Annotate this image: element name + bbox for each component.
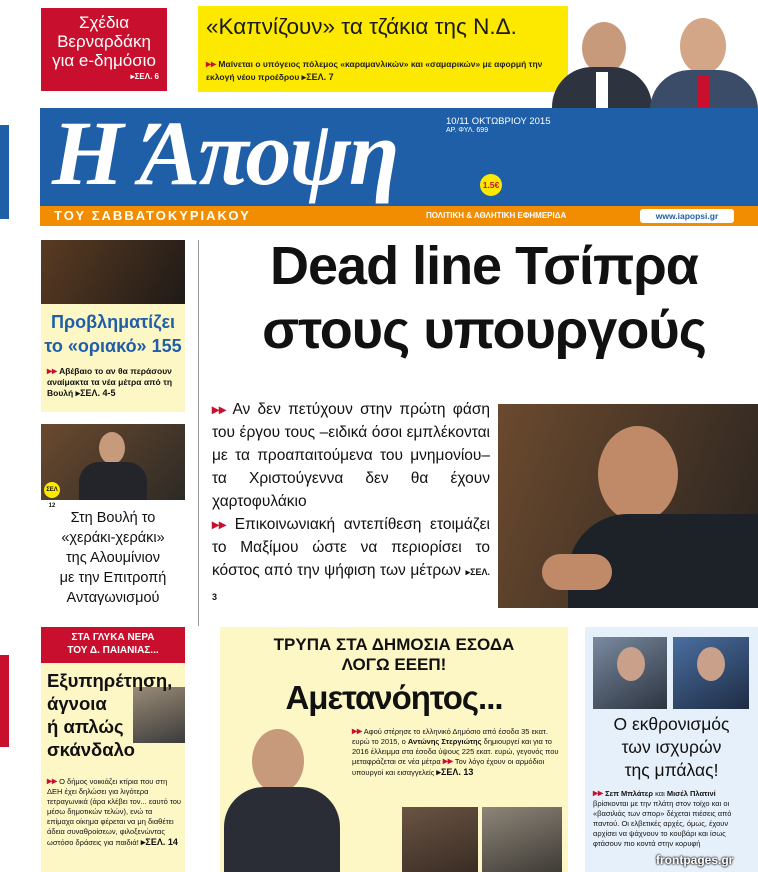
top-banner[interactable]: «Καπνίζουν» τα τζάκια της Ν.Δ. ▸▸ Μαίνεται ο υπόγειος πόλεμος «καραμανλικών» και «σαμαρικών» με αφορμή την εκλογή νέου προέδρου ▸ΣΕΛ. 7 [198,6,568,92]
story1-headline-2: το «οριακό» 155 [44,336,182,356]
arrow-icon: ▸▸ [47,366,58,377]
minister-face [99,432,125,464]
right-headline: της μπάλας! [624,760,719,780]
story3-headline: σκάνδαλο [47,739,135,760]
right-name-2: Μισέλ Πλατινί [666,789,716,798]
bullet-icon: ▸▸ [212,516,227,532]
lead-headline-1: Dead line Τσίπρα [270,236,698,296]
masthead-subtitle: ΤΟΥ ΣΑΒΒΑΤΟΚΥΡΙΑΚΟΥ [54,208,251,223]
middle-text-1: Αφού στέρησε το ελληνικό Δημόσιο από έσοδα 35 εκατ. ευρώ το 2015, ο [352,727,548,746]
right-story[interactable] [585,627,758,872]
page-ref: ΣΕΛ. 7 [306,72,334,82]
tsipras-photo [498,404,758,608]
masthead-tagline: ΠΟΛΙΤΙΚΗ & ΑΘΛΗΤΙΚΗ ΕΦΗΜΕΡΙΔΑ [426,211,567,220]
watermark: frontpages.gr [656,853,734,867]
promo-line: Βερναρδάκη [57,32,151,51]
promo-line: για e-δημόσιο [52,51,156,70]
masthead-date: 10/11 ΟΚΤΩΒΡΙΟΥ 2015 [446,116,551,127]
middle-text-name: Αντώνης Στεργιώτης [407,737,482,746]
right-headline: των ισχυρών [621,737,722,757]
promo-line: Σχέδια [78,13,130,32]
sidebar-story-3[interactable]: ΣΤΑ ΓΛΥΚΑ ΝΕΡΑ ΤΟΥ Δ. ΠΑΙΑΝΙΑΣ... Εξυπηρέτηση, άγνοια ή απλώς σκάνδαλο ▸▸ Ο δήμος νοικιάζει κτίρια που στη ΔΕΗ έχει δηλώσει για λιγότερα τετραγωνικά (άρα κλέβει τον... εαυτό του μέσω δημοτικών τελών), ενώ τα επίμαχα οίκημα φέρεται να μη διαθέτει άδεια συναθροίσεων, φιλοξενώντας ωστόσο δράσεις για παιδιά! ▸ΣΕΛ. 14 [41,627,185,872]
arrow-icon: ▸▸ [47,776,58,787]
arrow-icon: ▸▸ [352,726,363,737]
masthead-title: Η Άποψη [52,102,398,204]
man2-photo [482,807,562,872]
website-link[interactable]: www.iapopsi.gr [655,211,719,221]
story2-line: με την Επιτροπή [59,570,167,586]
lead-headline-2: στους υπουργούς [262,300,706,360]
page-ref: ΣΕΛ. 4-5 [80,388,116,398]
lead-bullet-1: Αν δεν πετύχουν στην πρώτη φάση του έργου τους –ειδικά όσοι εμπλέκονται με τα προαπαιτούμενα του μνημονίου– τα Χριστούγεννα δεν θα έχουν χαρτοφυλάκιο [212,401,491,510]
parliament-photo [41,240,185,304]
man-body [224,787,340,872]
stergiotis-photo [220,723,346,872]
blatter-face [617,647,645,681]
page-ref: ΣΕΛ. 3 [212,567,491,602]
middle-text-2: δημιουργεί και για το 2016 έλλειμμα στα έσοδα ύψους 225 εκατ. ευρώ, γεγονός που μεταφράζεται σε νέα μέτρα [352,737,559,766]
platini-photo [673,637,749,709]
lead-headline[interactable] [210,234,758,362]
minister-photo [41,424,185,500]
middle-story[interactable]: ΤΡΥΠΑ ΣΤΑ ΔΗΜΟΣΙΑ ΕΣΟΔΑ ΛΟΓΩ ΕΕΕΠ! Αμετανόητος... ▸▸ Αφού στέρησε το ελληνικό Δημόσιο από έσοδα 35 εκατ. ευρώ το 2015, ο Αντώνης Στεργιώτης δημιουργεί και για το 2016 έλλειμμα στα έσοδα ύψους 225 εκατ. ευρώ, γεγονός που μεταφράζεται σε νέα μέτρα ▸▸ Τον λόγο έχουν οι αρμόδιοι υπουργοί και εισαγγελείς ▸ΣΕΛ. 13 [220,627,568,872]
masthead-strip [40,206,758,226]
story3-text: Ο δήμος νοικιάζει κτίρια που στη ΔΕΗ έχει δηλώσει για λιγότερα τετραγωνικά (άρα κλέβει τον... εαυτό του μέσω δημοτικών τελών), ενώ τα επίμαχα οίκημα φέρεται να μη διαθέτει άδεια συναθροίσεων, φιλοξενώντας ωστόσο δράσεις για παιδιά! [47,777,181,847]
top-left-promo[interactable] [41,8,167,91]
masthead [40,102,758,206]
masthead-issue: ΑΡ. ΦΥΛ. 699 [446,127,489,134]
kicker-line: ΣΤΑ ΓΛΥΚΑ ΝΕΡΑ [71,632,155,643]
arrow-icon: ▸▸ [206,59,217,70]
speaker-hand [542,554,612,590]
sidebar-story-2[interactable] [41,424,185,614]
arrow-icon: ▸▸ [593,788,604,799]
right-text: βρίσκονται με την πλάτη στον τοίχο και οι «βασιλιάς των σπορ» δέχεται πιέσεις από παντού. Οι ελβετικές αρχές, όμως, έχουν αρχίσει να ψάχνουν το κουβάρι και ίσως φτάσουν πιο κοντά στην κορυφή [593,799,732,848]
edge-tab-red [0,655,9,747]
story1-text: Αβέβαιο το αν θα περάσουν αναίμακτα τα νέα μέτρα από τη Βουλή [47,366,173,398]
story2-line: «χεράκι-χεράκι» [61,530,165,546]
banner-headline: «Καπνίζουν» τα τζάκια της Ν.Δ. [206,14,517,39]
story2-line: Στη Βουλή το [70,510,156,526]
middle-text-3: Τον λόγο έχουν οι αρμόδιοι υπουργοί και εισαγγελείς [352,757,545,777]
arrow-icon: ▸ [130,72,135,81]
right-headline: Ο εκθρονισμός [613,714,730,734]
platini-face [697,647,725,681]
middle-kicker: ΤΡΥΠΑ ΣΤΑ ΔΗΜΟΣΙΑ ΕΣΟΔΑ [273,635,515,654]
page-ref: ΣΕΛ. 13 [440,767,474,777]
price: 1.5€ [482,180,500,190]
page-badge [44,482,60,509]
lead-text: ▸▸ Αν δεν πετύχουν στην πρώτη φάση του έργου τους –ειδικά όσοι εμπλέκονται με τα προαπαιτούμενα του μνημονίου– τα Χριστούγεννα δεν θα έχουν χαρτοφυλάκιο ▸▸ Επικοινωνιακή αντεπίθεση ετοιμάζει το Μαξίμου ώστε να περιορίσει το κόστος από την ψήφιση των μέτρων ▸ΣΕΛ. 3 [212,401,491,602]
story2-line: Ανταγωνισμού [66,590,160,606]
sidebar-story-1[interactable]: Προβληματίζει το «οριακό» 155 ▸▸ Αβέβαιο το αν θα περάσουν αναίμακτα τα νέα μέτρα από τη Βουλή ▸ΣΕΛ. 4-5 [41,240,185,412]
page-ref: ΣΕΛ. 6 [134,72,159,81]
price-badge [480,174,502,196]
lead-bullet-2: Επικοινωνιακή αντεπίθεση ετοιμάζει το Μαξίμου ώστε να περιορίσει το κόστος από την ψήφιση των μέτρων [212,516,490,579]
story3-headline: ή απλώς [47,716,124,737]
arrow-icon: ▸▸ [442,756,453,767]
middle-kicker: ΛΟΓΩ ΕΕΕΠ! [341,655,447,674]
story3-kicker [41,627,185,663]
kicker-line: ΤΟΥ Δ. ΠΑΙΑΝΙΑΣ... [67,645,159,656]
story3-headline: άγνοια [47,693,107,714]
story3-headline: Εξυπηρέτηση, [47,670,173,691]
story2-line: της Αλουμίνιον [65,550,161,566]
masthead-website[interactable] [640,209,734,223]
banner-subtext: Μαίνεται ο υπόγειος πόλεμος «καραμανλικών» και «σαμαρικών» με αφορμή την εκλογή νέου προέδρου [206,59,543,82]
man-face [252,729,304,793]
middle-headline: Αμετανόητος... [285,679,503,716]
badge-text: ΣΕΛ 12 [46,487,58,509]
blatter-photo [593,637,667,709]
right-connector: και [655,789,665,798]
story1-headline-1: Προβληματίζει [50,312,176,332]
page-ref: ΣΕΛ. 14 [145,837,178,847]
right-name-1: Σεπ Μπλάτερ [605,789,653,798]
edge-tab-blue [0,125,9,219]
speaker-face [598,426,678,522]
minister-body [79,462,147,500]
bullet-icon: ▸▸ [212,401,227,417]
woman-photo [402,807,478,872]
divider [198,240,199,626]
